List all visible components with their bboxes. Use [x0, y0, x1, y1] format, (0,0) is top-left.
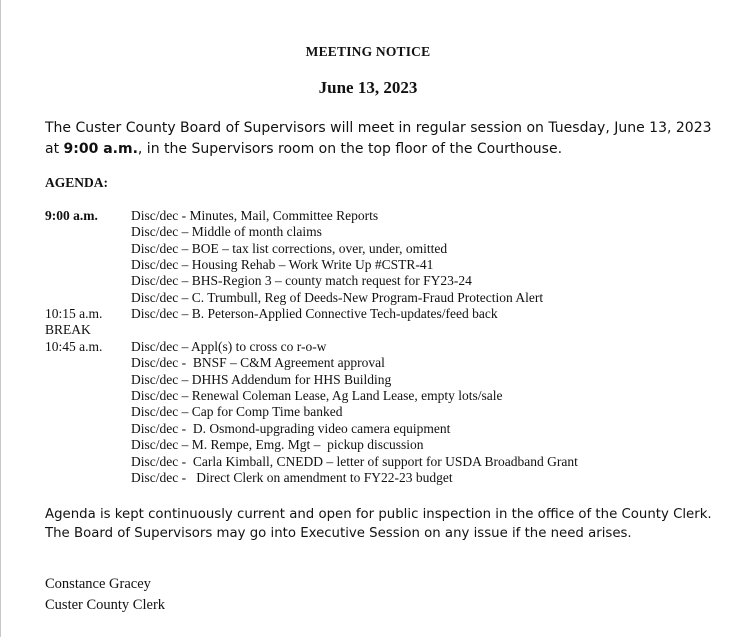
footer-line-inspection: Agenda is kept continuously current and open for public inspection in the office of the County Clerk.: [45, 507, 712, 522]
agenda-heading: AGENDA:: [45, 175, 108, 190]
time-label-1015am: 10:15 a.m.: [45, 306, 103, 321]
agenda-item: Disc/dec – Cap for Comp Time banked: [131, 404, 343, 419]
notice-title: MEETING NOTICE: [305, 44, 431, 59]
footer-notes: [45, 505, 725, 543]
time-label-9am: 9:00 a.m.: [45, 208, 98, 223]
signature-title: Custer County Clerk: [45, 597, 166, 613]
meeting-date: June 13, 2023: [318, 78, 418, 97]
agenda-item: Disc/dec - Carla Kimball, CNEDD – letter of support for USDA Broadband Grant: [131, 454, 578, 469]
agenda-item: Disc/dec - Direct Clerk on amendment to FY22-23 budget: [131, 470, 453, 485]
agenda-item: Disc/dec – Housing Rehab – Work Write Up #CSTR-41: [131, 257, 434, 272]
agenda-item: Disc/dec – BOE – tax list corrections, over, under, omitted: [131, 241, 448, 256]
agenda-item: Disc/dec – Middle of month claims: [131, 224, 322, 239]
agenda-item: Disc/dec - D. Osmond-upgrading video camera equipment: [131, 421, 451, 436]
intro-text-end: , in the Supervisors room on the top floor of the Courthouse.: [137, 141, 563, 157]
intro-text-start: The Custer County Board of Supervisors will meet in regular session on Tuesday, June 13, 2023 at: [45, 120, 712, 157]
agenda-item: Disc/dec – BHS-Region 3 – county match request for FY23-24: [131, 273, 472, 288]
agenda-item: Disc/dec – B. Peterson-Applied Connective Tech-updates/feed back: [131, 306, 498, 321]
time-label-1045am: 10:45 a.m.: [45, 339, 103, 354]
agenda-item: Disc/dec – DHHS Addendum for HHS Building: [131, 372, 392, 387]
agenda-item: Disc/dec – Appl(s) to cross co r-o-w: [131, 339, 327, 354]
agenda-item: Disc/dec – M. Rempe, Emg. Mgt – pickup discussion: [131, 437, 424, 452]
agenda-item: Disc/dec – C. Trumbull, Reg of Deeds-New Program-Fraud Protection Alert: [131, 290, 544, 305]
signature-name: Constance Gracey: [45, 576, 151, 592]
intro-paragraph: [45, 118, 725, 160]
agenda-item: Disc/dec - BNSF – C&M Agreement approval: [131, 355, 385, 370]
agenda-item: Disc/dec - Minutes, Mail, Committee Reports: [131, 208, 379, 223]
break-label: BREAK: [45, 322, 91, 337]
agenda-item: Disc/dec – Renewal Coleman Lease, Ag Land Lease, empty lots/sale: [131, 388, 503, 403]
footer-line-executive-session: The Board of Supervisors may go into Executive Session on any issue if the need arises.: [45, 526, 632, 541]
intro-meeting-time: 9:00 a.m.: [63, 141, 138, 157]
